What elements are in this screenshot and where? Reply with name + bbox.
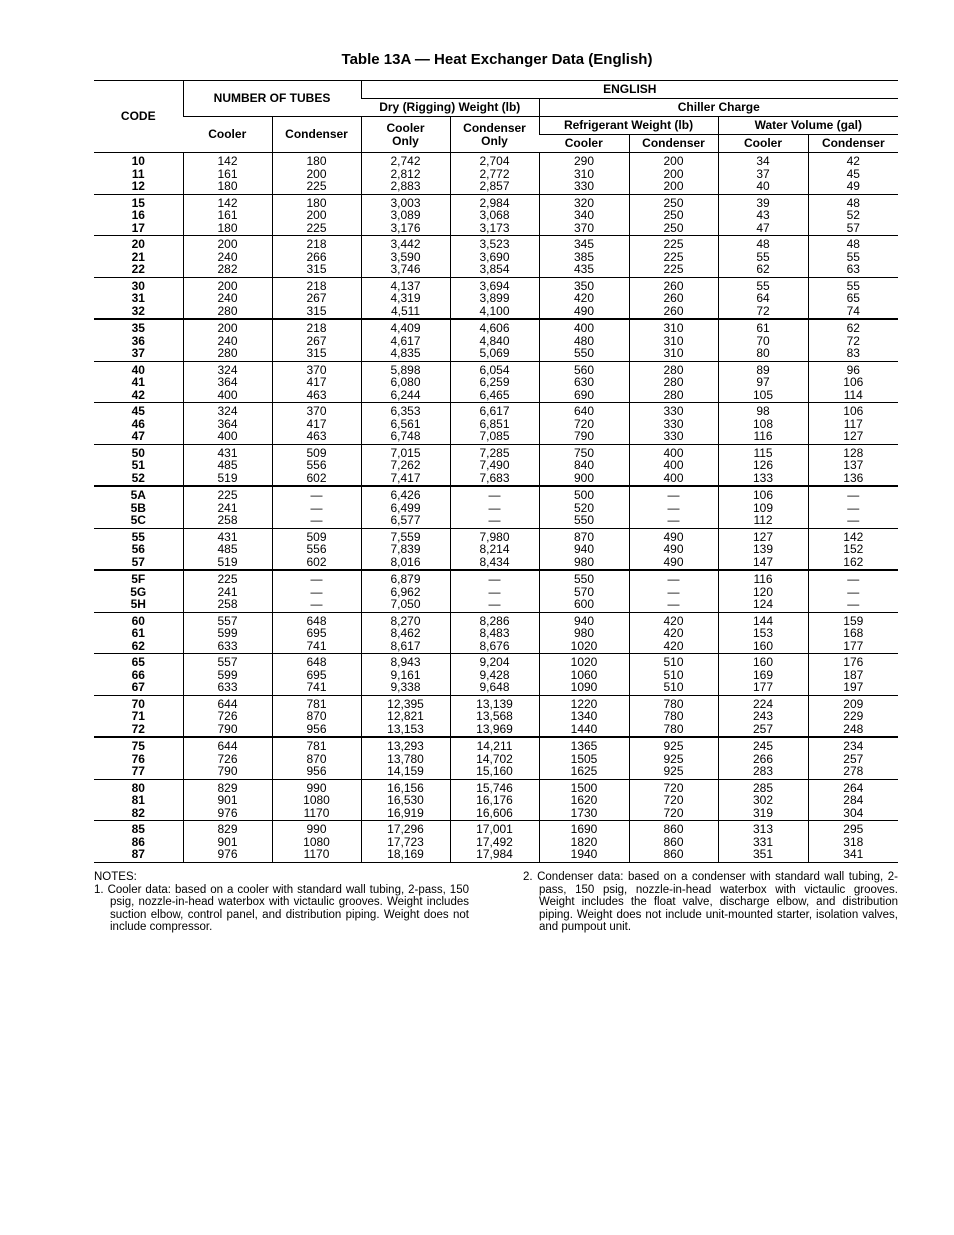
data-cell: 234 257 278 — [808, 737, 898, 779]
data-cell: 142 152 162 — [808, 528, 898, 570]
data-cell: 127 139 147 — [718, 528, 808, 570]
data-cell: 509 556 602 — [272, 528, 361, 570]
table-row — [94, 277, 898, 319]
table-row — [94, 528, 898, 570]
data-cell: 644 726 790 — [183, 695, 272, 737]
data-cell: 48 52 57 — [808, 194, 898, 236]
data-cell: 6,054 6,259 6,465 — [450, 361, 539, 403]
data-cell: 510 510 510 — [629, 654, 718, 696]
code-cell: 20 21 22 — [131, 237, 145, 276]
data-cell: 224 243 257 — [718, 695, 808, 737]
data-cell: 829 901 976 — [183, 821, 272, 863]
table-row — [94, 319, 898, 361]
data-cell: 7,559 7,839 8,016 — [361, 528, 450, 570]
data-cell: 290 310 330 — [539, 153, 629, 195]
table-row — [94, 612, 898, 654]
data-cell: — — — — [450, 570, 539, 612]
code-cell: 5A 5B 5C — [130, 488, 146, 527]
header-dry-weight: Dry (Rigging) Weight (lb) — [361, 99, 539, 117]
data-cell: 142 161 180 — [183, 153, 272, 195]
table-row — [94, 153, 898, 195]
data-cell: 4,137 4,319 4,511 — [361, 277, 450, 319]
data-cell: 55 64 72 — [718, 277, 808, 319]
data-cell: 39 43 47 — [718, 194, 808, 236]
data-cell: 990 1080 1170 — [272, 779, 361, 821]
data-cell: 48 55 63 — [808, 236, 898, 278]
code-cell: 60 61 62 — [131, 613, 145, 653]
code-cell: 70 71 72 — [131, 696, 145, 736]
notes-right — [523, 871, 898, 934]
data-cell: 55 65 74 — [808, 277, 898, 319]
data-cell: 648 695 741 — [272, 612, 361, 654]
data-cell: 98 108 116 — [718, 403, 808, 445]
data-cell: 6,426 6,499 6,577 — [361, 486, 450, 528]
header-wv-condenser: Condenser — [808, 135, 898, 153]
data-cell: — — — — [629, 486, 718, 528]
data-cell: 285 302 319 — [718, 779, 808, 821]
data-cell: 550 570 600 — [539, 570, 629, 612]
data-cell: 400 480 550 — [539, 319, 629, 361]
table-row — [94, 779, 898, 821]
header-english: ENGLISH — [361, 81, 898, 99]
data-cell: 640 720 790 — [539, 403, 629, 445]
data-cell: 295 318 341 — [808, 821, 898, 863]
data-cell: 8,286 8,483 8,676 — [450, 612, 539, 654]
data-cell: 557 599 633 — [183, 654, 272, 696]
data-cell: 159 168 177 — [808, 612, 898, 654]
data-cell: 8,943 9,161 9,338 — [361, 654, 450, 696]
data-cell: 260 260 260 — [629, 277, 718, 319]
data-cell: 142 161 180 — [183, 194, 272, 236]
table-row — [94, 821, 898, 863]
data-cell: 1020 1060 1090 — [539, 654, 629, 696]
data-cell: 8,270 8,462 8,617 — [361, 612, 450, 654]
data-cell: 115 126 133 — [718, 444, 808, 486]
code-cell: 15 16 17 — [131, 195, 145, 235]
data-cell: 4,606 4,840 5,069 — [450, 319, 539, 361]
data-cell: 264 284 304 — [808, 779, 898, 821]
data-cell: 313 331 351 — [718, 821, 808, 863]
data-cell: 3,523 3,690 3,854 — [450, 236, 539, 278]
data-cell: 3,003 3,089 3,176 — [361, 194, 450, 236]
code-cell: 80 81 82 — [131, 780, 145, 820]
data-cell: 7,015 7,262 7,417 — [361, 444, 450, 486]
data-cell: 644 726 790 — [183, 737, 272, 779]
data-cell: 106 117 127 — [808, 403, 898, 445]
header-water-volume: Water Volume (gal) — [718, 117, 898, 135]
header-chiller-charge: Chiller Charge — [539, 99, 898, 117]
data-cell: 225 241 258 — [183, 486, 272, 528]
table-row — [94, 695, 898, 737]
data-cell: 370 417 463 — [272, 361, 361, 403]
data-cell: 200 200 200 — [629, 153, 718, 195]
table-row — [94, 654, 898, 696]
data-cell: — — — — [808, 570, 898, 612]
data-cell: 350 420 490 — [539, 277, 629, 319]
note-2: 2. Condenser data: based on a condenser with standard wall tubing, 2-pass, 150 psig, nozzle-in-head waterbox with victaulic grooves. Weight includes the float valve, discharge elbow, and distribution piping. Weight does not include unit-mounted starter, isolation valves, and pumpout unit. — [523, 871, 898, 933]
data-cell: 1500 1620 1730 — [539, 779, 629, 821]
data-cell: 324 364 400 — [183, 361, 272, 403]
notes-left — [94, 871, 469, 934]
header-cooler-only: Cooler Only — [361, 117, 450, 153]
data-cell: 160 169 177 — [718, 654, 808, 696]
data-cell: 431 485 519 — [183, 528, 272, 570]
data-cell: 370 417 463 — [272, 403, 361, 445]
header-refrigerant-weight: Refrigerant Weight (lb) — [539, 117, 718, 135]
data-cell: — — — — [808, 486, 898, 528]
data-cell: 2,984 3,068 3,173 — [450, 194, 539, 236]
data-cell: 13,139 13,568 13,969 — [450, 695, 539, 737]
data-cell: 781 870 956 — [272, 737, 361, 779]
data-cell: 176 187 197 — [808, 654, 898, 696]
data-cell: 648 695 741 — [272, 654, 361, 696]
data-cell: 12,395 12,821 13,153 — [361, 695, 450, 737]
header-wv-cooler: Cooler — [718, 135, 808, 153]
code-cell: 75 76 77 — [131, 739, 145, 778]
heat-exchanger-table — [94, 80, 898, 863]
table-row — [94, 361, 898, 403]
data-cell: 14,211 14,702 15,160 — [450, 737, 539, 779]
code-cell: 85 86 87 — [131, 822, 145, 861]
data-cell: 781 870 956 — [272, 695, 361, 737]
table-row — [94, 194, 898, 236]
data-cell: — — — — [272, 570, 361, 612]
notes-heading: NOTES: — [94, 871, 137, 883]
code-cell: 5F 5G 5H — [130, 572, 147, 611]
data-cell: 225 225 225 — [629, 236, 718, 278]
data-cell: 250 250 250 — [629, 194, 718, 236]
data-cell: 209 229 248 — [808, 695, 898, 737]
data-cell: 89 97 105 — [718, 361, 808, 403]
data-cell: 870 940 980 — [539, 528, 629, 570]
header-code: CODE — [94, 81, 183, 153]
data-cell: 5,898 6,080 6,244 — [361, 361, 450, 403]
data-cell: 225 241 258 — [183, 570, 272, 612]
data-cell: 324 364 400 — [183, 403, 272, 445]
data-cell: 1220 1340 1440 — [539, 695, 629, 737]
code-cell: 40 41 42 — [131, 362, 145, 402]
data-cell: 3,694 3,899 4,100 — [450, 277, 539, 319]
data-cell: — — — — [272, 486, 361, 528]
code-cell: 10 11 12 — [131, 154, 145, 193]
data-cell: 400 400 400 — [629, 444, 718, 486]
data-cell: 200 240 282 — [183, 236, 272, 278]
data-cell: 144 153 160 — [718, 612, 808, 654]
data-cell: 6,617 6,851 7,085 — [450, 403, 539, 445]
header-ref-cooler: Cooler — [539, 135, 629, 153]
data-cell: 990 1080 1170 — [272, 821, 361, 863]
data-cell: 345 385 435 — [539, 236, 629, 278]
data-cell: 4,409 4,617 4,835 — [361, 319, 450, 361]
data-cell: 490 490 490 — [629, 528, 718, 570]
table-row — [94, 444, 898, 486]
data-cell: 6,353 6,561 6,748 — [361, 403, 450, 445]
data-cell: 15,746 16,176 16,606 — [450, 779, 539, 821]
data-cell: 200 240 280 — [183, 277, 272, 319]
data-cell: 829 901 976 — [183, 779, 272, 821]
data-cell: 42 45 49 — [808, 153, 898, 195]
data-cell: 720 720 720 — [629, 779, 718, 821]
table-body — [94, 153, 898, 863]
data-cell: 750 840 900 — [539, 444, 629, 486]
data-cell: 420 420 420 — [629, 612, 718, 654]
data-cell: 1690 1820 1940 — [539, 821, 629, 863]
table-row — [94, 737, 898, 779]
data-cell: 6,879 6,962 7,050 — [361, 570, 450, 612]
header-number-of-tubes: NUMBER OF TUBES — [183, 81, 361, 117]
note-1: 1. Cooler data: based on a cooler with standard wall tubing, 2-pass, 150 psig, nozzle-in-head waterbox with victaulic grooves. Weight includes suction elbow, control panel, and distribution piping. Weight does not include compressor. — [94, 883, 469, 933]
data-cell: 2,742 2,812 2,883 — [361, 153, 450, 195]
code-cell: 55 56 57 — [131, 529, 145, 569]
data-cell: 3,442 3,590 3,746 — [361, 236, 450, 278]
data-cell: 128 137 136 — [808, 444, 898, 486]
data-cell: 509 556 602 — [272, 444, 361, 486]
header-tubes-cooler: Cooler — [183, 117, 272, 153]
table-row — [94, 486, 898, 528]
data-cell: — — — — [450, 486, 539, 528]
data-cell: 200 240 280 — [183, 319, 272, 361]
data-cell: 860 860 860 — [629, 821, 718, 863]
data-cell: 17,001 17,492 17,984 — [450, 821, 539, 863]
data-cell: 48 55 62 — [718, 236, 808, 278]
data-cell: 218 267 315 — [272, 277, 361, 319]
data-cell: 780 780 780 — [629, 695, 718, 737]
header-tubes-condenser: Condenser — [272, 117, 361, 153]
data-cell: 330 330 330 — [629, 403, 718, 445]
table-title: Table 13A — Heat Exchanger Data (English) — [341, 51, 653, 68]
data-cell: 218 266 315 — [272, 236, 361, 278]
data-cell: 17,296 17,723 18,169 — [361, 821, 450, 863]
data-cell: 431 485 519 — [183, 444, 272, 486]
data-cell: 940 980 1020 — [539, 612, 629, 654]
header-ref-condenser: Condenser — [629, 135, 718, 153]
data-cell: 116 120 124 — [718, 570, 808, 612]
data-cell: 320 340 370 — [539, 194, 629, 236]
data-cell: 96 106 114 — [808, 361, 898, 403]
data-cell: 106 109 112 — [718, 486, 808, 528]
table-row — [94, 570, 898, 612]
code-cell: 35 36 37 — [131, 321, 145, 360]
code-cell: 50 51 52 — [131, 445, 145, 485]
code-cell: 30 31 32 — [131, 278, 145, 318]
table-row — [94, 403, 898, 445]
data-cell: 13,293 13,780 14,159 — [361, 737, 450, 779]
data-cell: 62 72 83 — [808, 319, 898, 361]
data-cell: 61 70 80 — [718, 319, 808, 361]
data-cell: — — — — [629, 570, 718, 612]
data-cell: 1365 1505 1625 — [539, 737, 629, 779]
code-cell: 65 66 67 — [131, 655, 145, 694]
data-cell: 557 599 633 — [183, 612, 272, 654]
data-cell: 34 37 40 — [718, 153, 808, 195]
data-cell: 310 310 310 — [629, 319, 718, 361]
header-condenser-only: Condenser Only — [450, 117, 539, 153]
data-cell: 16,156 16,530 16,919 — [361, 779, 450, 821]
data-cell: 500 520 550 — [539, 486, 629, 528]
data-cell: 218 267 315 — [272, 319, 361, 361]
data-cell: 7,285 7,490 7,683 — [450, 444, 539, 486]
data-cell: 280 280 280 — [629, 361, 718, 403]
data-cell: 180 200 225 — [272, 194, 361, 236]
data-cell: 7,980 8,214 8,434 — [450, 528, 539, 570]
code-cell: 45 46 47 — [131, 404, 145, 443]
data-cell: 180 200 225 — [272, 153, 361, 195]
data-cell: 245 266 283 — [718, 737, 808, 779]
data-cell: 925 925 925 — [629, 737, 718, 779]
data-cell: 2,704 2,772 2,857 — [450, 153, 539, 195]
data-cell: 9,204 9,428 9,648 — [450, 654, 539, 696]
data-cell: 560 630 690 — [539, 361, 629, 403]
table-row — [94, 236, 898, 278]
